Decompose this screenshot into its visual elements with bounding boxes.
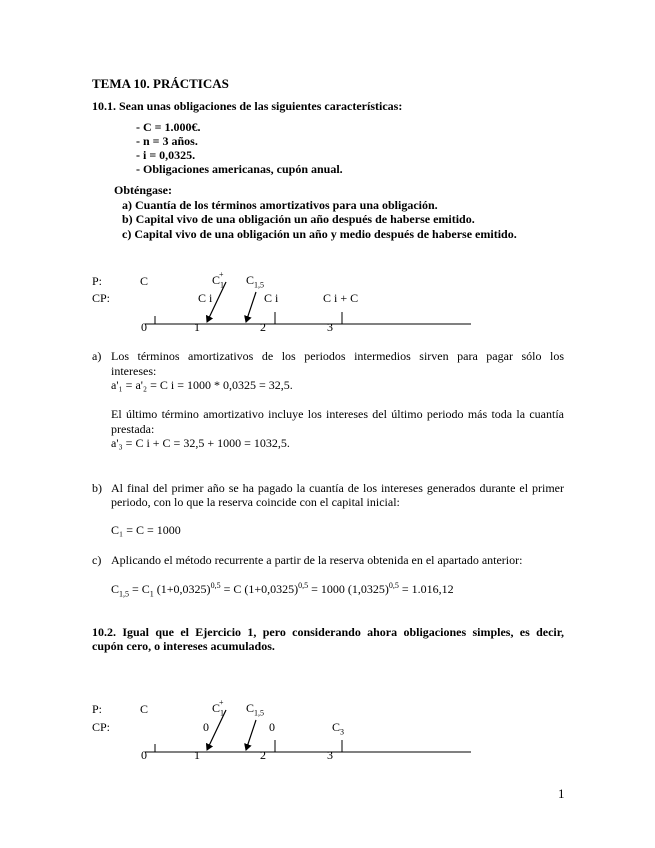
arrow-c1-1 (207, 282, 226, 322)
answer-c-marker: c) (92, 553, 102, 567)
answer-b-formula: C₁ = C = 1000 (111, 523, 181, 537)
obtain-label: Obténgase: (114, 183, 172, 197)
answer-b-text: Al final del primer año se ha pagado la cuantía de los intereses generados durante el primer (111, 481, 564, 495)
p-label: P: (92, 274, 103, 288)
answer-c-formula: $C_{1,5} = C_1$ $(1+0,0325)^{0,5} = C$ $(1+0,0325)^{0,5} = 1000$ $(1,0325)^{0,5} = 1.016,12$ (111, 581, 454, 599)
answer-a-text: El último término amortizativo incluye los intereses del último periodo más toda la cuantía (111, 407, 564, 421)
exercise-1-item: - C = 1.000€. (136, 120, 201, 134)
cp-value-3: $C_3$ (332, 720, 345, 737)
c15-label: $C_{1,5}$ (246, 701, 265, 718)
timeline-axis-2 (145, 740, 471, 752)
cp-interest-2: C i (264, 291, 279, 305)
arrow-c15-1 (246, 292, 256, 322)
exercise-1-item: - i = 0,0325. (136, 148, 196, 162)
answer-a-text: Los términos amortizativos de los periodos intermedios sirven para pagar sólo los (111, 349, 564, 363)
cp-value-1: 0 (203, 720, 209, 734)
answer-a-formula: a'₃ = C i + C = 32,5 + 1000 = 1032,5. (111, 436, 290, 450)
tick-label: 3 (327, 320, 333, 334)
answer-c-text: Aplicando el método recurrente a partir de la reserva obtenida en el apartado anterior: (111, 553, 523, 567)
exercise-2-heading: cupón cero, o intereses acumulados. (92, 639, 275, 653)
p-capital: C (140, 702, 149, 716)
exercise-1-item: - n = 3 años. (136, 134, 198, 148)
arrow-c15-2 (246, 720, 256, 750)
c1-label: $C_1^+$ (212, 270, 225, 290)
answer-a-marker: a) (92, 349, 102, 363)
p-label: P: (92, 702, 103, 716)
cp-value-2: 0 (269, 720, 275, 734)
answer-a-formula: a'₁ = a'₂ = C i = 1000 * 0,0325 = 32,5. (111, 378, 293, 392)
tick-label: 0 (141, 320, 147, 334)
answer-b-marker: b) (92, 481, 102, 495)
question-a: a) Cuantía de los términos amortizativos para una obligación. (122, 198, 438, 212)
answer-a-text: intereses: (111, 364, 157, 378)
exercise-2-heading: 10.2. Igual que el Ejercicio 1, pero considerando ahora obligaciones simples, es decir, (92, 625, 564, 639)
exercise-1-item: - Obligaciones americanas, cupón anual. (136, 162, 343, 176)
tick-label: 0 (141, 748, 147, 762)
tick-label: 2 (260, 748, 266, 762)
answer-b-text: periodo, con lo que la reserva coincide con el capital inicial: (111, 495, 400, 509)
c15-label: $C_{1,5}$ (246, 273, 265, 290)
p-capital: C (140, 274, 149, 288)
tick-label: 1 (194, 320, 200, 334)
cp-interest-3: C i + C (323, 291, 359, 305)
timeline-axis-1 (145, 312, 471, 324)
page-number: 1 (558, 786, 565, 801)
question-b: b) Capital vivo de una obligación un año después de haberse emitido. (122, 212, 475, 226)
tick-label: 3 (327, 748, 333, 762)
page-title: TEMA 10. PRÁCTICAS (92, 76, 229, 91)
c1-label: $C_1^+$ (212, 698, 225, 718)
exercise-1-heading: 10.1. Sean unas obligaciones de las siguientes características: (92, 99, 403, 113)
arrow-c1-2 (207, 710, 226, 750)
question-c: c) Capital vivo de una obligación un año y medio después de haberse emitido. (122, 227, 517, 241)
tick-label: 1 (194, 748, 200, 762)
cp-label: CP: (92, 720, 111, 734)
cp-label: CP: (92, 291, 111, 305)
answer-a-text: prestada: (111, 422, 155, 436)
cp-interest-1: C i (198, 291, 213, 305)
tick-label: 2 (260, 320, 266, 334)
